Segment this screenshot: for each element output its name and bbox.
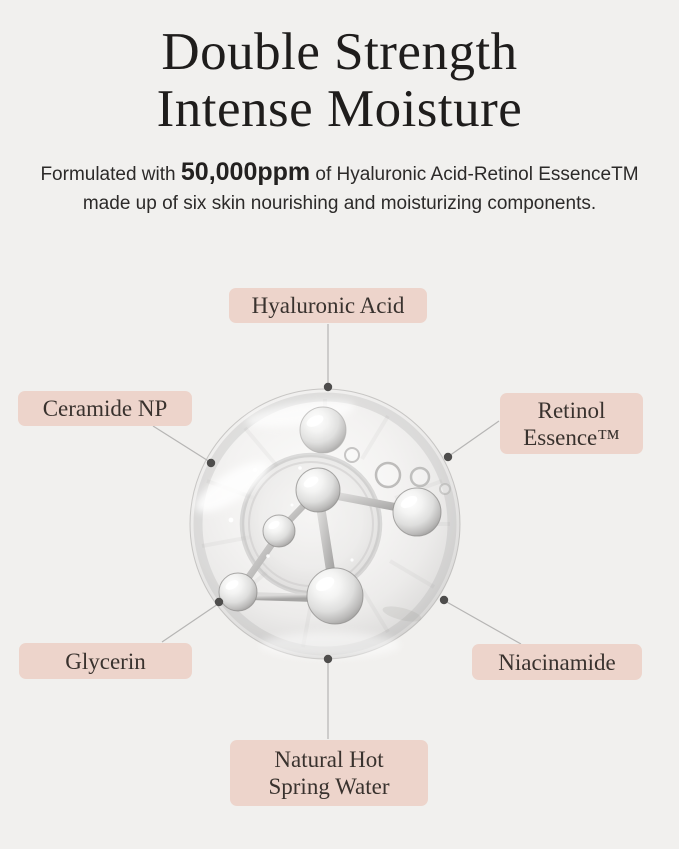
connector-dot-natural-hot-spring-water — [324, 655, 332, 663]
ingredient-label-text: Spring Water — [268, 774, 390, 799]
ingredient-label-glycerin — [19, 643, 192, 679]
connector-line-glycerin — [162, 604, 218, 642]
connector-line-retinol-essence — [449, 421, 499, 456]
subtitle-suffix: of Hyaluronic Acid-Retinol EssenceTM — [310, 164, 639, 185]
ingredient-label-text: Essence™ — [523, 424, 620, 450]
ingredient-label-retinol-essence — [500, 393, 643, 454]
ingredient-label-text: Niacinamide — [498, 649, 616, 675]
connector-dot-ceramide-np — [207, 459, 215, 467]
connector-line-niacinamide — [445, 601, 521, 644]
connector-line-ceramide-np — [153, 426, 210, 462]
title-line-2: Intense Moisture — [156, 80, 523, 138]
ingredient-label-niacinamide — [472, 644, 642, 680]
subtitle-line-2: made up of six skin nourishing and moisturizing components. — [82, 193, 597, 214]
ingredient-label-text: Hyaluronic Acid — [251, 293, 405, 318]
ingredient-label-text: Glycerin — [65, 648, 146, 674]
ingredient-label-text: Natural Hot — [274, 747, 384, 772]
subtitle-ppm-highlight: 50,000ppm — [180, 158, 311, 186]
ingredient-label-hyaluronic-acid — [229, 288, 427, 323]
connector-dot-retinol-essence — [444, 453, 452, 461]
connector-dot-glycerin — [215, 598, 223, 606]
ingredient-label-ceramide-np — [18, 391, 192, 426]
connector-dot-hyaluronic-acid — [324, 383, 332, 391]
ingredient-label-natural-hot-spring-water — [230, 740, 428, 806]
ingredient-label-text: Retinol — [537, 397, 606, 423]
title-line-1: Double Strength — [161, 23, 518, 81]
glass-bubble — [189, 389, 460, 659]
subtitle-prefix: Formulated with — [40, 164, 181, 185]
connector-dot-niacinamide — [440, 596, 448, 604]
ingredient-label-text: Ceramide NP — [42, 396, 168, 421]
